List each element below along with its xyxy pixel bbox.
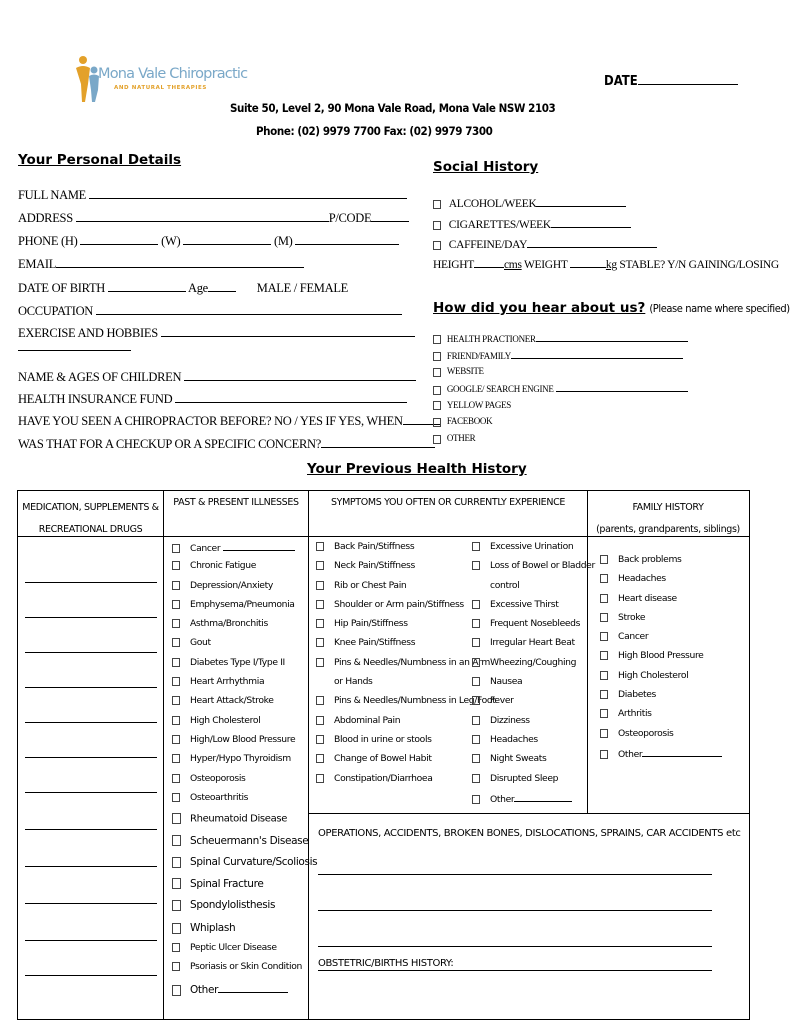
hear-about-heading: How did you hear about us? bbox=[433, 300, 646, 316]
full-name-field[interactable]: FULL NAME bbox=[18, 187, 407, 202]
clinic-phone: Phone: (02) 9979 7700 Fax: (02) 9979 7300 bbox=[256, 124, 493, 138]
medication-line[interactable] bbox=[25, 829, 157, 830]
col-medication-header: MEDICATION, SUPPLEMENTS & RECREATIONAL DRUGS bbox=[22, 502, 159, 535]
date-field[interactable] bbox=[604, 70, 738, 89]
illness-checkbox[interactable]: Osteoarthritis bbox=[172, 792, 295, 811]
illness-checkbox[interactable]: Hyper/Hypo Thyroidism bbox=[172, 753, 295, 772]
illness-checkbox[interactable]: Emphysema/Pneumonia bbox=[172, 599, 295, 618]
symptom-checkbox[interactable]: Night Sweats bbox=[472, 753, 595, 772]
illness-checkbox[interactable]: Heart Arrhythmia bbox=[172, 676, 295, 695]
hear-option-other[interactable]: OTHER bbox=[433, 432, 688, 449]
symptom-checkbox[interactable]: Frequent Nosebleeds bbox=[472, 618, 595, 637]
symptom-checkbox[interactable]: Fever bbox=[472, 695, 595, 714]
medication-line[interactable] bbox=[25, 792, 157, 793]
logo-name: Mona Vale Chiropractic bbox=[98, 66, 248, 82]
illness-checkbox[interactable]: Peptic Ulcer Disease bbox=[172, 942, 317, 961]
symptom-checkbox[interactable]: Irregular Heart Beat bbox=[472, 637, 595, 656]
illness-checkbox[interactable]: High/Low Blood Pressure bbox=[172, 734, 295, 753]
col-illnesses-header: PAST & PRESENT ILLNESSES bbox=[173, 497, 299, 508]
email-field[interactable]: EMAIL bbox=[18, 256, 304, 271]
seen-before-field[interactable]: HAVE YOU SEEN A CHIROPRACTOR BEFORE? NO / YES IF YES, WHEN bbox=[18, 413, 441, 428]
insurance-field[interactable]: HEALTH INSURANCE FUND bbox=[18, 391, 407, 406]
symptom-checkbox[interactable]: Abdominal Pain bbox=[316, 715, 495, 734]
family-checkbox[interactable]: Heart disease bbox=[600, 593, 722, 612]
symptom-continuation: or Hands bbox=[334, 676, 373, 688]
symptom-checkbox[interactable]: Loss of Bowel or Bladder bbox=[472, 560, 595, 579]
personal-details-heading: Your Personal Details bbox=[18, 152, 182, 168]
symptoms-list-b bbox=[472, 541, 595, 811]
family-checkbox[interactable]: Diabetes bbox=[600, 689, 722, 708]
medication-line[interactable] bbox=[25, 757, 157, 758]
logo-tagline: AND NATURAL THERAPIES bbox=[114, 85, 207, 91]
checkbox[interactable] bbox=[433, 241, 441, 250]
symptom-checkbox[interactable]: Knee Pain/Stiffness bbox=[316, 637, 495, 656]
medication-line[interactable] bbox=[25, 687, 157, 688]
illness-checkbox[interactable]: Spinal Fracture bbox=[172, 878, 317, 900]
illness-checkbox[interactable]: Asthma/Bronchitis bbox=[172, 618, 295, 637]
children-field[interactable]: NAME & AGES OF CHILDREN bbox=[18, 369, 416, 384]
symptom-checkbox[interactable]: Disrupted Sleep bbox=[472, 773, 595, 792]
symptom-checkbox[interactable]: Other bbox=[472, 792, 595, 811]
family-checkbox[interactable]: Headaches bbox=[600, 573, 722, 592]
height-weight-field[interactable]: HEIGHT cms WEIGHT kg STABLE? Y/N GAINING/LOSING bbox=[433, 256, 779, 272]
caffeine-field[interactable]: CAFFEINE/DAY bbox=[433, 236, 657, 252]
cigarettes-field[interactable]: CIGARETTES/WEEK bbox=[433, 216, 631, 232]
health-history-heading: Your Previous Health History bbox=[307, 461, 527, 477]
illness-checkbox[interactable]: Spinal Curvature/Scoliosis bbox=[172, 856, 317, 878]
alcohol-field[interactable]: ALCOHOL/WEEK bbox=[433, 195, 626, 211]
hear-about-list bbox=[433, 332, 688, 449]
hear-option-google[interactable]: GOOGLE/ SEARCH ENGINE bbox=[433, 382, 688, 399]
hear-about-heading-row bbox=[433, 299, 790, 317]
family-checkbox[interactable]: Cancer bbox=[600, 631, 722, 650]
illnesses-list bbox=[172, 541, 295, 811]
checkbox[interactable] bbox=[433, 221, 441, 230]
occupation-field[interactable]: OCCUPATION bbox=[18, 303, 402, 318]
medication-line[interactable] bbox=[25, 940, 157, 941]
symptom-checkbox[interactable]: Nausea bbox=[472, 676, 595, 695]
family-history-list bbox=[600, 554, 722, 766]
symptom-checkbox[interactable]: Change of Bowel Habit bbox=[316, 753, 495, 772]
social-history-heading: Social History bbox=[433, 159, 539, 175]
address-field[interactable]: ADDRESS P/CODE bbox=[18, 210, 409, 225]
obstetric-label: OBSTETRIC/BIRTHS HISTORY: bbox=[318, 958, 454, 969]
hear-option-friend-family[interactable]: FRIEND/FAMILY bbox=[433, 349, 688, 366]
dob-field[interactable]: DATE OF BIRTH Age MALE / FEMALE bbox=[18, 281, 349, 295]
family-checkbox[interactable]: Stroke bbox=[600, 612, 722, 631]
checkup-field[interactable]: WAS THAT FOR A CHECKUP OR A SPECIFIC CONCERN? bbox=[18, 436, 435, 451]
illnesses-list-2 bbox=[172, 813, 317, 1003]
family-checkbox[interactable]: Arthritis bbox=[600, 708, 722, 727]
col-family-header: FAMILY HISTORY (parents, grandparents, siblings) bbox=[596, 502, 740, 535]
illness-checkbox[interactable]: Other bbox=[172, 983, 317, 1003]
gender-option[interactable]: MALE / FEMALE bbox=[256, 281, 349, 295]
hear-option-website[interactable]: WEBSITE bbox=[433, 365, 688, 382]
illness-checkbox[interactable]: Spondylolisthesis bbox=[172, 899, 317, 922]
illness-checkbox[interactable]: Osteoporosis bbox=[172, 773, 295, 792]
hear-about-note: (Please name where specified) bbox=[649, 302, 790, 315]
illness-checkbox[interactable]: Depression/Anxiety bbox=[172, 580, 295, 599]
symptom-checkbox[interactable]: Headaches bbox=[472, 734, 595, 753]
date-label: DATE bbox=[604, 74, 638, 89]
family-checkbox[interactable]: Back problems bbox=[600, 554, 722, 573]
symptom-checkbox[interactable]: Pins & Needles/Numbness in an Arm bbox=[316, 657, 495, 676]
obstetric-line[interactable] bbox=[318, 970, 712, 971]
col-symptoms-header: SYMPTOMS YOU OFTEN OR CURRENTLY EXPERIENCE bbox=[330, 497, 566, 508]
medication-line[interactable] bbox=[25, 903, 157, 904]
clinic-logo bbox=[72, 54, 248, 106]
illness-checkbox[interactable]: Psoriasis or Skin Condition bbox=[172, 961, 317, 983]
symptom-checkbox[interactable]: Pins & Needles/Numbness in Leg/Foot bbox=[316, 695, 495, 714]
operations-label: OPERATIONS, ACCIDENTS, BROKEN BONES, DISLOCATIONS, SPRAINS, CAR ACCIDENTS etc bbox=[318, 828, 741, 839]
medication-line[interactable] bbox=[25, 617, 157, 618]
symptom-checkbox[interactable]: Back Pain/Stiffness bbox=[316, 541, 495, 560]
medication-line[interactable] bbox=[25, 652, 157, 653]
hear-option-health-practioner[interactable]: HEALTH PRACTIONER bbox=[433, 332, 688, 349]
family-checkbox[interactable]: High Blood Pressure bbox=[600, 650, 722, 669]
symptom-checkbox[interactable]: Wheezing/Coughing bbox=[472, 657, 595, 676]
exercise-continuation-line[interactable] bbox=[18, 350, 131, 351]
phone-field[interactable]: PHONE (H) (W) (M) bbox=[18, 233, 399, 248]
operations-line[interactable] bbox=[318, 874, 712, 875]
operations-line[interactable] bbox=[318, 910, 712, 911]
medication-line[interactable] bbox=[25, 975, 157, 976]
symptom-checkbox[interactable]: Excessive Urination bbox=[472, 541, 595, 560]
symptom-checkbox[interactable]: Rib or Chest Pain bbox=[316, 580, 495, 599]
symptom-checkbox[interactable]: Shoulder or Arm pain/Stiffness bbox=[316, 599, 495, 618]
hear-option-facebook[interactable]: FACEBOOK bbox=[433, 415, 688, 432]
symptom-checkbox[interactable]: Dizziness bbox=[472, 715, 595, 734]
clinic-address: Suite 50, Level 2, 90 Mona Vale Road, Mona Vale NSW 2103 bbox=[230, 101, 556, 115]
symptom-continuation: control bbox=[490, 579, 520, 591]
illness-checkbox[interactable]: Whiplash bbox=[172, 922, 317, 942]
family-checkbox[interactable]: Other bbox=[600, 747, 722, 766]
illness-checkbox[interactable]: Heart Attack/Stroke bbox=[172, 695, 295, 714]
symptom-checkbox[interactable]: Hip Pain/Stiffness bbox=[316, 618, 495, 637]
exercise-field[interactable]: EXERCISE AND HOBBIES bbox=[18, 325, 415, 340]
medication-line[interactable] bbox=[25, 722, 157, 723]
operations-line[interactable] bbox=[318, 946, 712, 947]
symptom-checkbox[interactable]: Excessive Thirst bbox=[472, 599, 595, 618]
illness-checkbox[interactable]: Chronic Fatigue bbox=[172, 560, 295, 579]
illness-checkbox[interactable]: High Cholesterol bbox=[172, 715, 295, 734]
symptom-checkbox[interactable]: Blood in urine or stools bbox=[316, 734, 495, 753]
illness-checkbox[interactable]: Cancer bbox=[172, 541, 295, 560]
family-checkbox[interactable]: High Cholesterol bbox=[600, 670, 722, 689]
symptoms-list-a bbox=[316, 541, 495, 792]
illness-checkbox[interactable]: Diabetes Type I/Type II bbox=[172, 657, 295, 676]
illness-checkbox[interactable]: Gout bbox=[172, 637, 295, 656]
illness-checkbox[interactable]: Rheumatoid Disease bbox=[172, 813, 317, 835]
medication-line[interactable] bbox=[25, 582, 157, 583]
illness-checkbox[interactable]: Scheuermann's Disease bbox=[172, 835, 317, 857]
medication-line[interactable] bbox=[25, 866, 157, 867]
symptom-checkbox[interactable]: Constipation/Diarrhoea bbox=[316, 773, 495, 792]
family-checkbox[interactable]: Osteoporosis bbox=[600, 728, 722, 747]
hear-option-yellow-pages[interactable]: YELLOW PAGES bbox=[433, 399, 688, 416]
symptom-checkbox[interactable]: Neck Pain/Stiffness bbox=[316, 560, 495, 579]
checkbox[interactable] bbox=[433, 200, 441, 209]
